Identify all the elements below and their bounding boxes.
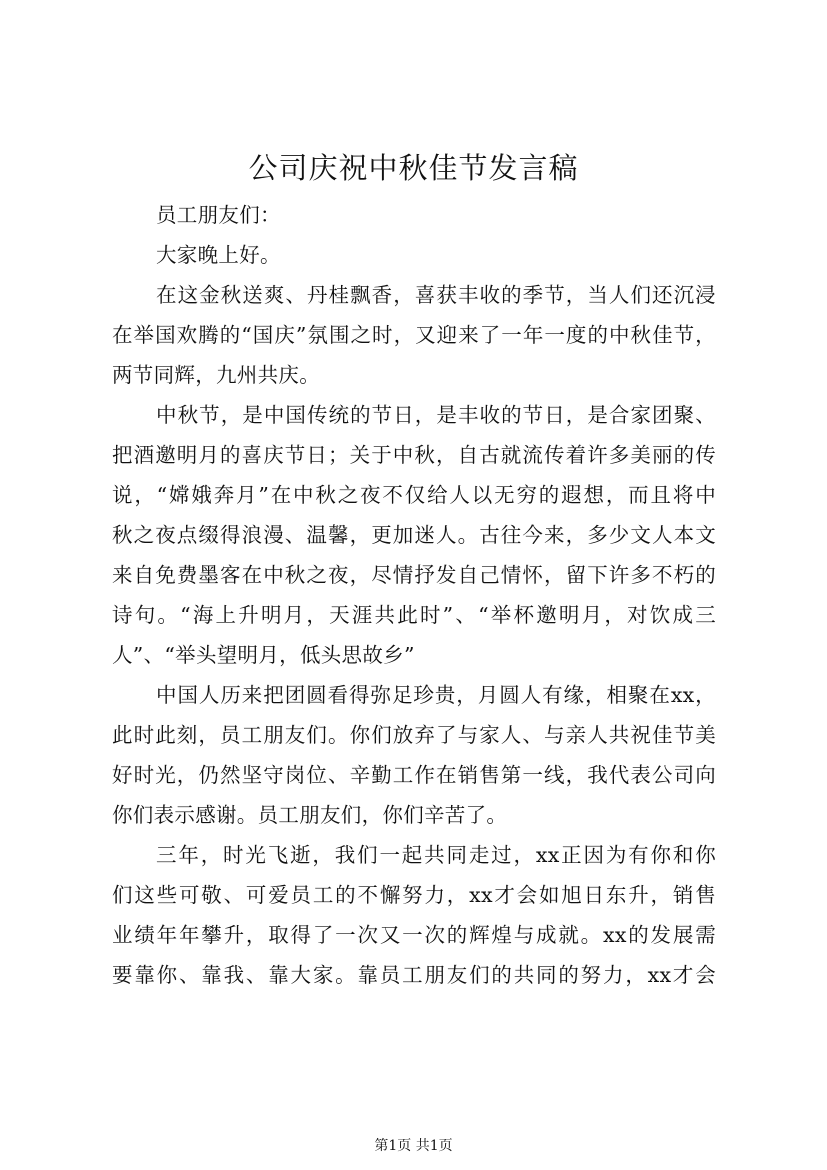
text-line: 们这些可敬、可爱员工的不懈努力，xx才会如旭日东升，销售 [112, 883, 716, 907]
text-line: 说，“嫦娥奔月”在中秋之夜不仅给人以无穷的遐想，而且将中 [112, 483, 716, 507]
text-line: 秋之夜点缀得浪漫、温馨，更加迷人。古往今来，多少文人本文 [112, 523, 716, 547]
text-line: 来自免费墨客在中秋之夜，尽情抒发自己情怀，留下许多不朽的 [112, 563, 716, 587]
text-line: 业绩年年攀升，取得了一次又一次的辉煌与成就。xx的发展需 [112, 923, 716, 947]
document-title: 公司庆祝中秋佳节发言稿 [248, 151, 579, 185]
text-line: 诗句。“海上升明月，天涯共此时”、“举杯邀明月，对饮成三 [112, 603, 716, 627]
text-line: 大家晚上好。 [156, 243, 281, 267]
document-body [112, 195, 716, 995]
text-line: 中秋节，是中国传统的节日，是丰收的节日，是合家团聚、 [156, 403, 716, 427]
text-line: 人”、“举头望明月，低头思故乡” [112, 643, 415, 667]
text-line: 要靠你、靠我、靠大家。靠员工朋友们的共同的努力，xx才会 [112, 963, 716, 987]
text-line: 此时此刻，员工朋友们。你们放弃了与家人、与亲人共祝佳节美 [112, 723, 716, 747]
text-line: 你们表示感谢。员工朋友们，你们辛苦了。 [112, 803, 508, 827]
text-line: 在这金秋送爽、丹桂飘香，喜获丰收的季节，当人们还沉浸 [156, 283, 716, 307]
text-line: 三年，时光飞逝，我们一起共同走过，xx正因为有你和你 [156, 843, 716, 867]
text-line: 两节同辉，九州共庆。 [112, 363, 320, 387]
text-line: 中国人历来把团圆看得弥足珍贵，月圆人有缘，相聚在xx， [156, 683, 716, 707]
text-line: 在举国欢腾的“国庆”氛围之时，又迎来了一年一度的中秋佳节， [112, 323, 716, 347]
text-line: 把酒邀明月的喜庆节日；关于中秋，自古就流传着许多美丽的传 [112, 443, 716, 467]
text-line: 员工朋友们： [156, 203, 281, 227]
text-line: 好时光，仍然坚守岗位、辛勤工作在销售第一线，我代表公司向 [112, 763, 716, 787]
page-footer: 第1页 共1页 [374, 1138, 453, 1154]
